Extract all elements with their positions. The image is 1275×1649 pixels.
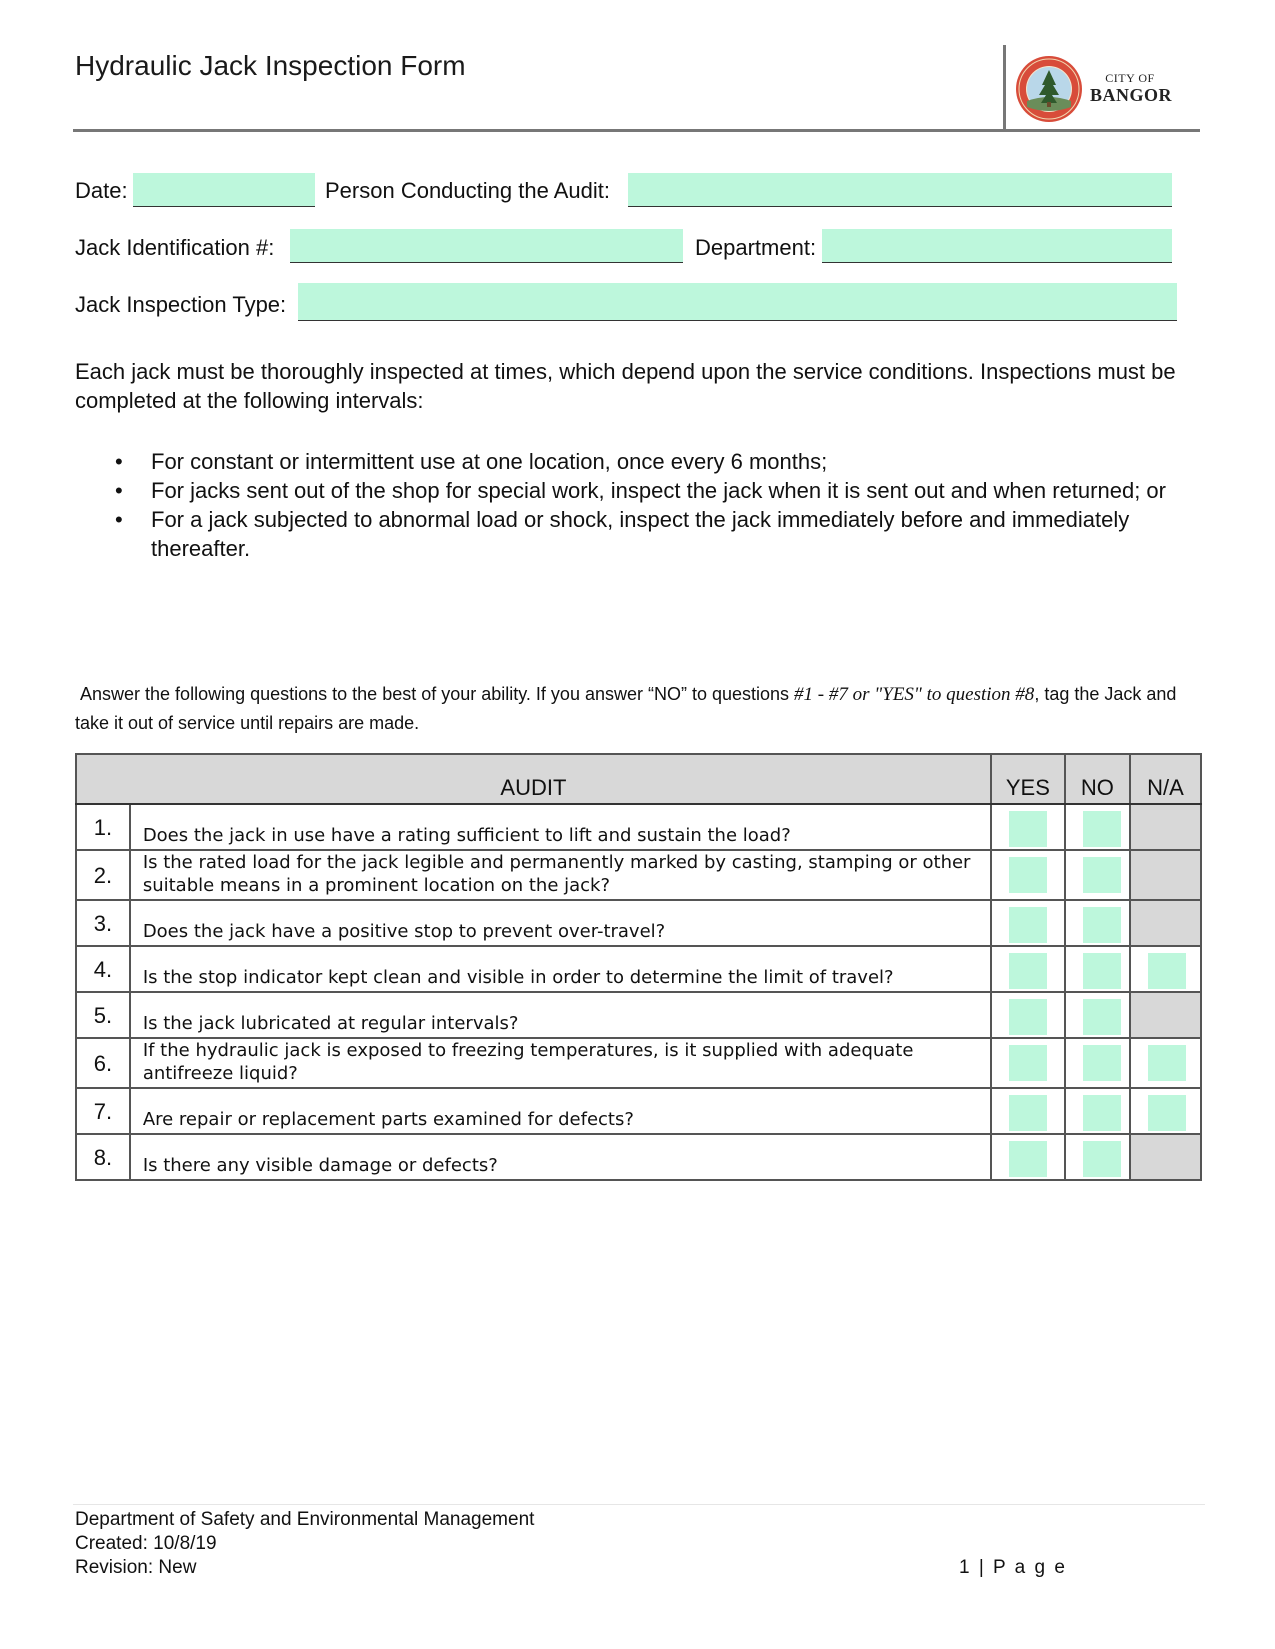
logo-city-of-text: CITY OF <box>1105 71 1155 85</box>
na-checkbox[interactable] <box>1148 1095 1186 1131</box>
no-cell <box>1065 1134 1130 1180</box>
row-number: 5. <box>76 992 130 1038</box>
no-cell <box>1065 1088 1130 1134</box>
yes-cell <box>991 992 1065 1038</box>
no-cell <box>1065 900 1130 946</box>
no-cell <box>1065 804 1130 850</box>
no-header: NO <box>1065 754 1130 804</box>
no-checkbox[interactable] <box>1083 953 1121 989</box>
na-checkbox[interactable] <box>1148 953 1186 989</box>
footer-created: Created: 10/8/19 <box>75 1533 217 1554</box>
yes-checkbox[interactable] <box>1009 907 1047 943</box>
na-cell-disabled <box>1130 992 1201 1038</box>
question-text: If the hydraulic jack is exposed to freezing temperatures, is it supplied with adequate antifreeze liquid? <box>130 1038 991 1088</box>
yes-cell <box>991 1038 1065 1088</box>
inspection-type-field[interactable] <box>298 283 1177 321</box>
yes-cell <box>991 900 1065 946</box>
yes-checkbox[interactable] <box>1009 811 1047 847</box>
no-checkbox[interactable] <box>1083 1141 1121 1177</box>
yes-cell <box>991 1134 1065 1180</box>
answer-note-part1: Answer the following questions to the best of your ability. If you answer “NO” to questions <box>80 684 795 704</box>
jack-id-field[interactable] <box>290 229 683 263</box>
table-row <box>76 946 1201 992</box>
date-label: Date: <box>75 178 128 203</box>
row-number: 6. <box>76 1038 130 1088</box>
question-text: Is the jack lubricated at regular intervals? <box>130 992 991 1038</box>
question-text: Does the jack have a positive stop to prevent over-travel? <box>130 900 991 946</box>
table-row <box>76 1134 1201 1180</box>
intro-paragraph: Each jack must be thoroughly inspected at times, which depend upon the service conditions. Inspections must be completed at the following intervals: <box>75 359 1176 413</box>
department-label: Department: <box>695 235 817 260</box>
na-cell-disabled <box>1130 850 1201 900</box>
department-field[interactable] <box>822 229 1172 263</box>
table-row <box>76 992 1201 1038</box>
no-checkbox[interactable] <box>1083 999 1121 1035</box>
no-checkbox[interactable] <box>1083 907 1121 943</box>
footer-divider <box>73 1504 1205 1505</box>
list-item: • For constant or intermittent use at one location, once every 6 months; <box>75 447 1215 476</box>
yes-cell <box>991 850 1065 900</box>
yes-cell <box>991 1088 1065 1134</box>
list-item: • For jacks sent out of the shop for special work, inspect the jack when it is sent out and when returned; or <box>75 476 1215 505</box>
na-cell-disabled <box>1130 900 1201 946</box>
interval-list <box>75 447 1215 563</box>
logo-bangor-text: BANGOR <box>1090 85 1173 105</box>
table-row <box>76 900 1201 946</box>
na-checkbox[interactable] <box>1148 1045 1186 1081</box>
no-cell <box>1065 850 1130 900</box>
question-text: Is the stop indicator kept clean and visible in order to determine the limit of travel? <box>130 946 991 992</box>
yes-checkbox[interactable] <box>1009 999 1047 1035</box>
table-row <box>76 1038 1201 1088</box>
no-checkbox[interactable] <box>1083 1095 1121 1131</box>
inspection-type-label: Jack Inspection Type: <box>75 292 287 317</box>
question-text: Is the rated load for the jack legible and permanently marked by casting, stamping or other suitable means in a prominent location on the jack? <box>130 850 991 900</box>
audit-table <box>75 753 1202 1181</box>
table-row <box>76 1088 1201 1134</box>
na-header: N/A <box>1130 754 1201 804</box>
na-cell <box>1130 1088 1201 1134</box>
row-number: 8. <box>76 1134 130 1180</box>
no-cell <box>1065 1038 1130 1088</box>
no-checkbox[interactable] <box>1083 1045 1121 1081</box>
table-row <box>76 850 1201 900</box>
footer-department: Department of Safety and Environmental Management <box>75 1509 535 1530</box>
no-cell <box>1065 992 1130 1038</box>
audit-header: AUDIT <box>76 754 991 804</box>
header-divider <box>73 129 1200 132</box>
na-cell-disabled <box>1130 1134 1201 1180</box>
no-checkbox[interactable] <box>1083 811 1121 847</box>
auditor-field[interactable] <box>628 173 1172 207</box>
no-checkbox[interactable] <box>1083 857 1121 893</box>
question-text: Does the jack in use have a rating sufficient to lift and sustain the load? <box>130 804 991 850</box>
question-text: Are repair or replacement parts examined for defects? <box>130 1088 991 1134</box>
row-number: 3. <box>76 900 130 946</box>
auditor-label: Person Conducting the Audit: <box>325 178 610 203</box>
city-seal-logo <box>1015 55 1083 123</box>
row-number: 1. <box>76 804 130 850</box>
answer-instructions <box>75 680 1205 737</box>
answer-note-part3: , tag the Jack and take it out of service until repairs are made. <box>75 684 1177 733</box>
na-cell <box>1130 1038 1201 1088</box>
list-item: • For a jack subjected to abnormal load or shock, inspect the jack immediately before and immediately thereafter. <box>75 505 1215 563</box>
footer-revision: Revision: New <box>75 1557 197 1578</box>
jack-id-label: Jack Identification #: <box>75 235 275 260</box>
yes-checkbox[interactable] <box>1009 1045 1047 1081</box>
yes-checkbox[interactable] <box>1009 1095 1047 1131</box>
header-vertical-divider <box>1003 45 1006 131</box>
answer-note-part2: #1 - #7 or "YES" to question #8 <box>794 684 1035 705</box>
table-row <box>76 804 1201 850</box>
question-text: Is there any visible damage or defects? <box>130 1134 991 1180</box>
yes-checkbox[interactable] <box>1009 857 1047 893</box>
row-number: 4. <box>76 946 130 992</box>
page-number: 1 | P a g e <box>959 1557 1067 1578</box>
yes-checkbox[interactable] <box>1009 1141 1047 1177</box>
yes-header: YES <box>991 754 1065 804</box>
na-cell <box>1130 946 1201 992</box>
yes-checkbox[interactable] <box>1009 953 1047 989</box>
yes-cell <box>991 946 1065 992</box>
row-number: 2. <box>76 850 130 900</box>
no-cell <box>1065 946 1130 992</box>
page-title: Hydraulic Jack Inspection Form <box>75 50 466 81</box>
na-cell-disabled <box>1130 804 1201 850</box>
date-field[interactable] <box>133 173 315 207</box>
row-number: 7. <box>76 1088 130 1134</box>
yes-cell <box>991 804 1065 850</box>
